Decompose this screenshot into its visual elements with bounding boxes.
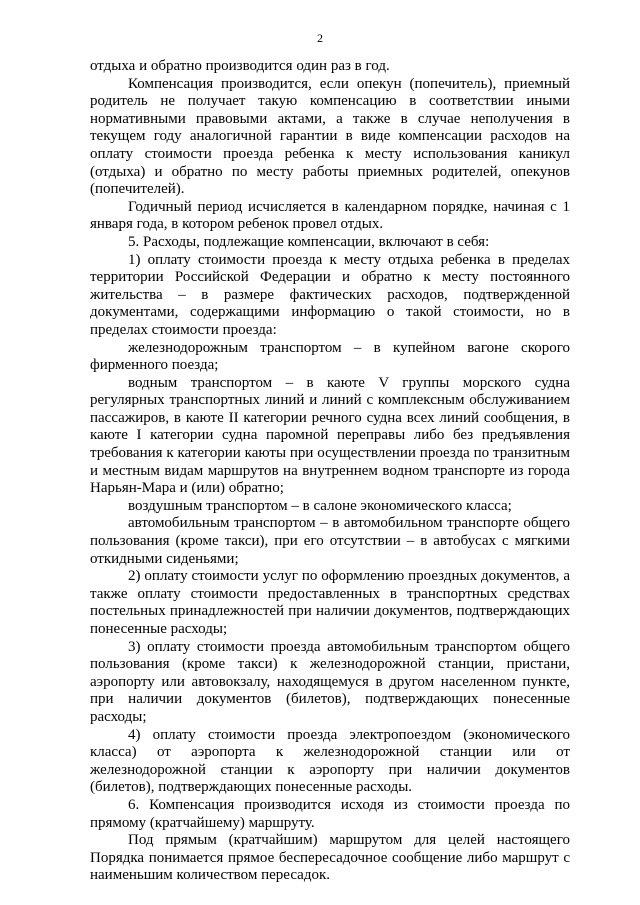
- paragraph-water-transport: водным транспортом – в каюте V группы морского судна регулярных транспортных линий и линий с комплексным обслуживанием пассажиров, в каюте II категории речного судна всех линий сообщения, в каюте I категории судна паромной переправы либо без предъявления требования к категории каюты при осуществлении проезда по транзитным и местным видам маршрутов на внутреннем водном транспорте из города Нарьян-Мара и (или) обратно;: [90, 374, 570, 497]
- paragraph-road-transport: автомобильным транспортом – в автомобильном транспорте общего пользования (кроме такси), при его отсутствии – в автобусах с мягкими откидными сиденьями;: [90, 515, 570, 567]
- paragraph-rest-of-period: отдыха и обратно производится один раз в год.: [90, 58, 390, 74]
- paragraph-railway-transport: железнодорожным транспортом – в купейном вагоне скорого фирменного поезда;: [90, 339, 570, 374]
- paragraph-air-transport: воздушным транспортом – в салоне экономического класса;: [128, 497, 512, 514]
- paragraph-direct-route-definition: Под прямым (кратчайшим) маршрутом для целей настоящего Порядка понимается прямое беспересадочное сообщение либо маршрут с наименьшим количеством пересадок.: [90, 832, 570, 884]
- paragraph-item-3-transfer-to-station: 3) оплату стоимости проезда автомобильным транспортом общего пользования (кроме такси) к железнодорожной станции, пристани, аэропорту или автовокзалу, находящемуся в другом населенном пункте, при наличии документов (билетов), подтверждающих понесенные расходы;: [90, 638, 570, 725]
- paragraph-annual-period: Годичный период исчисляется в календарном порядке, начиная с 1 января года, в котором ребенок провел отдых.: [90, 198, 570, 233]
- page-number: 2: [317, 31, 323, 45]
- paragraph-item-4-electric-train: 4) оплату стоимости проезда электропоездом (экономического класса) от аэропорта к железнодорожной станции или от железнодорожной станции к аэропорту при наличии документов (билетов), подтверждающих понесенные расходы.: [90, 726, 570, 796]
- paragraph-compensation-conditions: Компенсация производится, если опекун (попечитель), приемный родитель не получает такую компенсацию в соответствии иными нормативными правовыми актами, а также в случае неполучения в текущем году аналогичной гарантии в виде компенсации расходов на оплату стоимости проезда ребенка к месту использования каникул (отдыха) и обратно по месту работы приемных родителей, опекунов (попечителей).: [90, 75, 570, 198]
- paragraph-item-2-ticketing-services: 2) оплату стоимости услуг по оформлению проездных документов, а также оплату стоимости предоставленных в транспортных средствах постельных принадлежностей при наличии документов, подтверждающих понесенные расходы;: [90, 568, 570, 637]
- paragraph-section-6-direct-route: 6. Компенсация производится исходя из стоимости проезда по прямому (кратчайшему) маршруту.: [90, 796, 570, 831]
- paragraph-item-1-travel-cost: 1) оплату стоимости проезда к месту отдыха ребенка в пределах территории Российской Федерации и обратно к месту постоянного жительства – в размере фактических расходов, подтвержденной документами, содержащими информацию о такой стоимости, но в пределах стоимости проезда:: [90, 251, 570, 338]
- paragraph-section-5-heading: 5. Расходы, подлежащие компенсации, включают в себя:: [128, 233, 490, 250]
- document-body: [90, 58, 570, 885]
